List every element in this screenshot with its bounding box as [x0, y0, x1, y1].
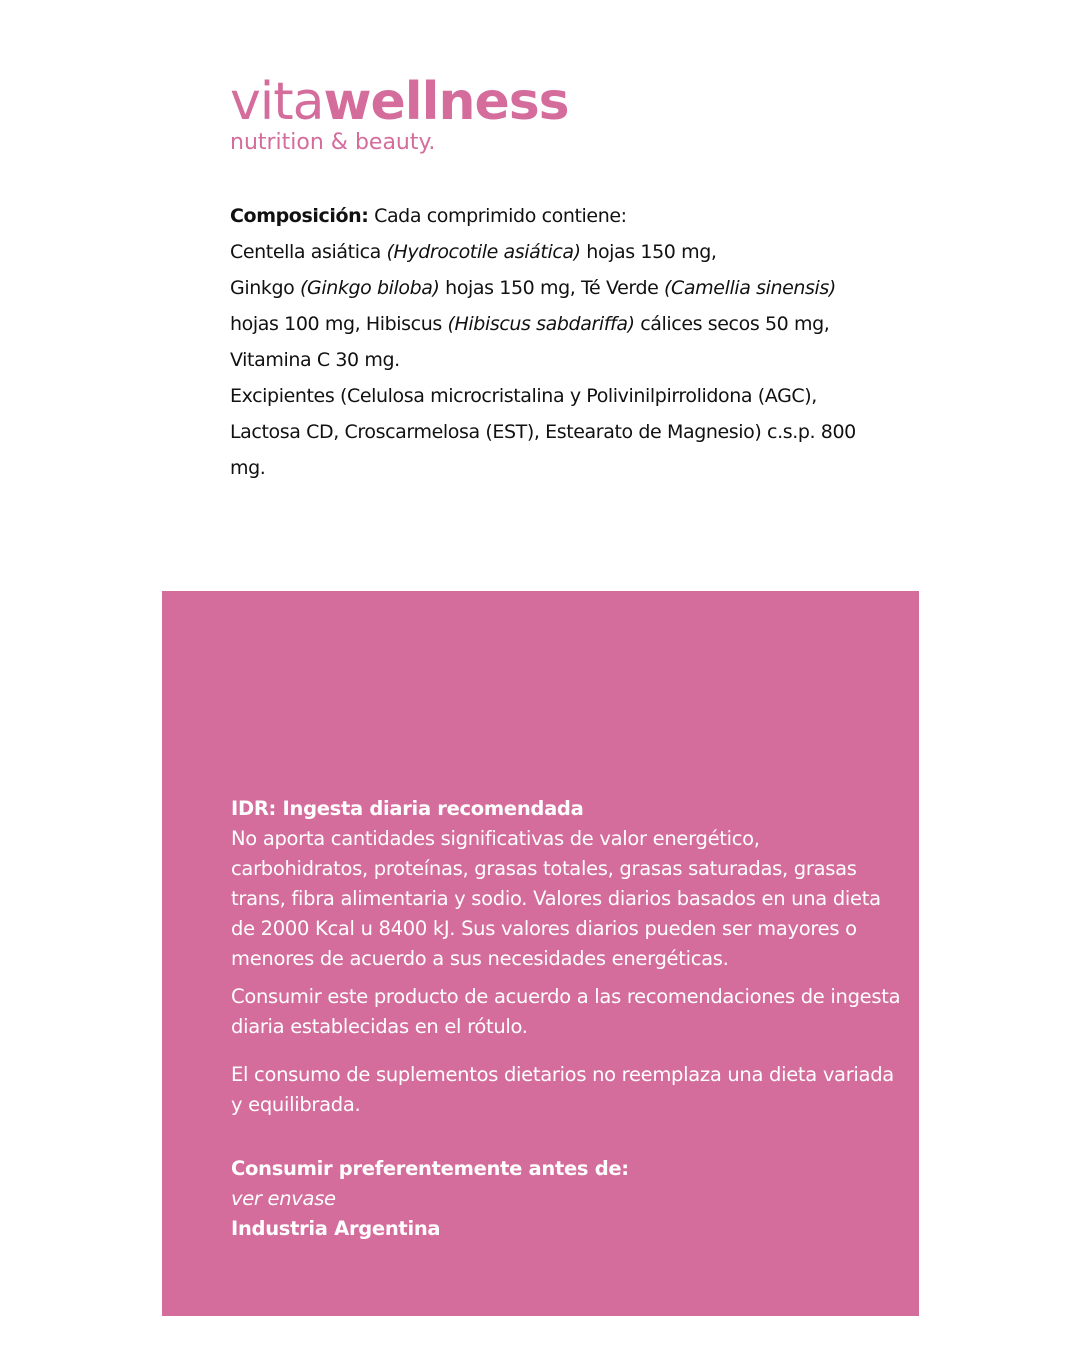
expiry-value: ver envase [231, 1187, 336, 1210]
ingredient-latin: (Camellia sinensis) [664, 277, 836, 299]
ingredient-latin: (Ginkgo biloba) [299, 277, 440, 299]
ingredient-text: hojas 150 mg, [580, 241, 717, 263]
composition-ingredients [230, 234, 870, 378]
brand-logo [230, 72, 569, 156]
composition-label: Composición: [230, 205, 369, 227]
brand-tagline: nutrition & beauty. [230, 130, 436, 155]
ingredient-text: Centella asiática [230, 241, 387, 263]
idr-heading: IDR: Ingesta diaria recomendada [231, 797, 584, 820]
composition-intro: Cada comprimido contiene: [368, 205, 627, 227]
composition-text [230, 198, 870, 486]
ingredient-text: hojas 150 mg, Té Verde [439, 277, 665, 299]
brand-name [230, 72, 569, 132]
ingredient-text: hojas 100 mg, Hibiscus [230, 313, 448, 335]
supplement-warning: El consumo de suplementos dietarios no reemplaza una dieta variada y equilibrada. [231, 1063, 894, 1116]
composition-line [230, 198, 870, 234]
ingredient-text: Ginkgo [230, 277, 300, 299]
ingredient-latin: (Hibiscus sabdariffa) [447, 313, 635, 335]
consume-note: Consumir este producto de acuerdo a las recomendaciones de ingesta diaria establecidas en el rótulo. [231, 985, 901, 1038]
idr-body: No aporta cantidades significativas de valor energético, carbohidratos, proteínas, grasas totales, grasas saturadas, grasas trans, fibra alimentaria y sodio. Valores diarios basados en una dieta de 2000 Kcal u 8400 kJ. Sus valores diarios pueden ser mayores o menores de acuerdo a sus necesidades energéticas. [231, 827, 881, 970]
expiry-label: Consumir preferentemente antes de: [231, 1157, 629, 1180]
brand-name-bold: wellness [323, 72, 569, 132]
ingredient-latin: (Hydrocotile asiática) [386, 241, 581, 263]
nutrition-text [231, 794, 901, 1244]
composition-excipients: Excipientes (Celulosa microcristalina y Polivinilpirrolidona (AGC), Lactosa CD, Croscarmelosa (EST), Estearato de Magnesio) c.s.p. 800 mg. [230, 385, 856, 479]
brand-name-light: vita [230, 72, 324, 132]
origin-label: Industria Argentina [231, 1217, 441, 1240]
nutrition-panel [162, 591, 919, 1316]
ingredient-text: cálices secos 50 mg, Vitamina C 30 mg. [230, 313, 830, 371]
